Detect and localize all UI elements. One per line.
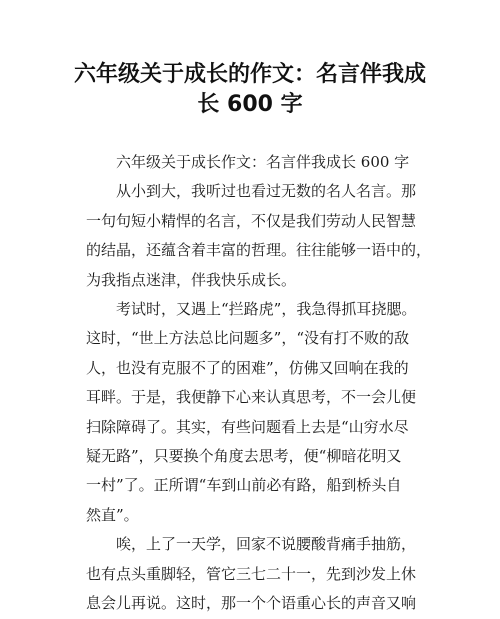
paragraph-line: 一村”了。正所谓“车到山前必有路，船到桥头自 [86, 476, 402, 495]
paragraph-line: 的结晶，还蕴含着丰富的哲理。往往能够一语中的， [86, 241, 432, 260]
paragraph-line: 疑无路”，只要换个角度去思考，便“柳暗花明又 [86, 447, 402, 466]
paragraph-1 [86, 177, 432, 295]
title-line-2: 长 600 字 [197, 92, 303, 117]
paragraph-line: 人，也没有克服不了的困难”，仿佛又回响在我的 [86, 358, 409, 377]
title-line-1: 六年级关于成长的作文：名言伴我成 [73, 62, 426, 87]
paragraph-2 [86, 295, 426, 530]
paragraph-line: 耳畔。于是，我便静下心来认真思考，不一会儿便 [86, 388, 417, 407]
document-title [40, 60, 460, 120]
paragraph-line: 这时，“世上方法总比问题多”，“没有打不败的敌 [86, 329, 410, 348]
paragraph-line: 也有点头重脚轻，管它三七二十一，先到沙发上休 [86, 564, 417, 583]
paragraph-line: 为我指点迷津，伴我快乐成长。 [86, 270, 297, 289]
paragraph-line: 然直”。 [86, 505, 139, 524]
paragraph-line: 扫除障碍了。其实，有些问题看上去是“山穷水尽 [86, 417, 409, 436]
document-subtitle: 六年级关于成长作文：名言伴我成长 600 字 [116, 153, 410, 171]
paragraph-3 [86, 530, 426, 618]
paragraph-line: 息会儿再说。这时，那一个个语重心长的声音又响 [86, 594, 417, 613]
paragraph-line: 从小到大，我听过也看过无数的名人名言。那 [116, 182, 417, 201]
document-body [86, 148, 432, 619]
paragraph-line: 考试时，又遇上“拦路虎”，我急得抓耳挠腮。 [116, 300, 417, 319]
paragraph-line: 一句句短小精悍的名言，不仅是我们劳动人民智慧 [86, 211, 417, 230]
paragraph-line: 唉，上了一天学，回家不说腰酸背痛手抽筋， [116, 535, 417, 554]
